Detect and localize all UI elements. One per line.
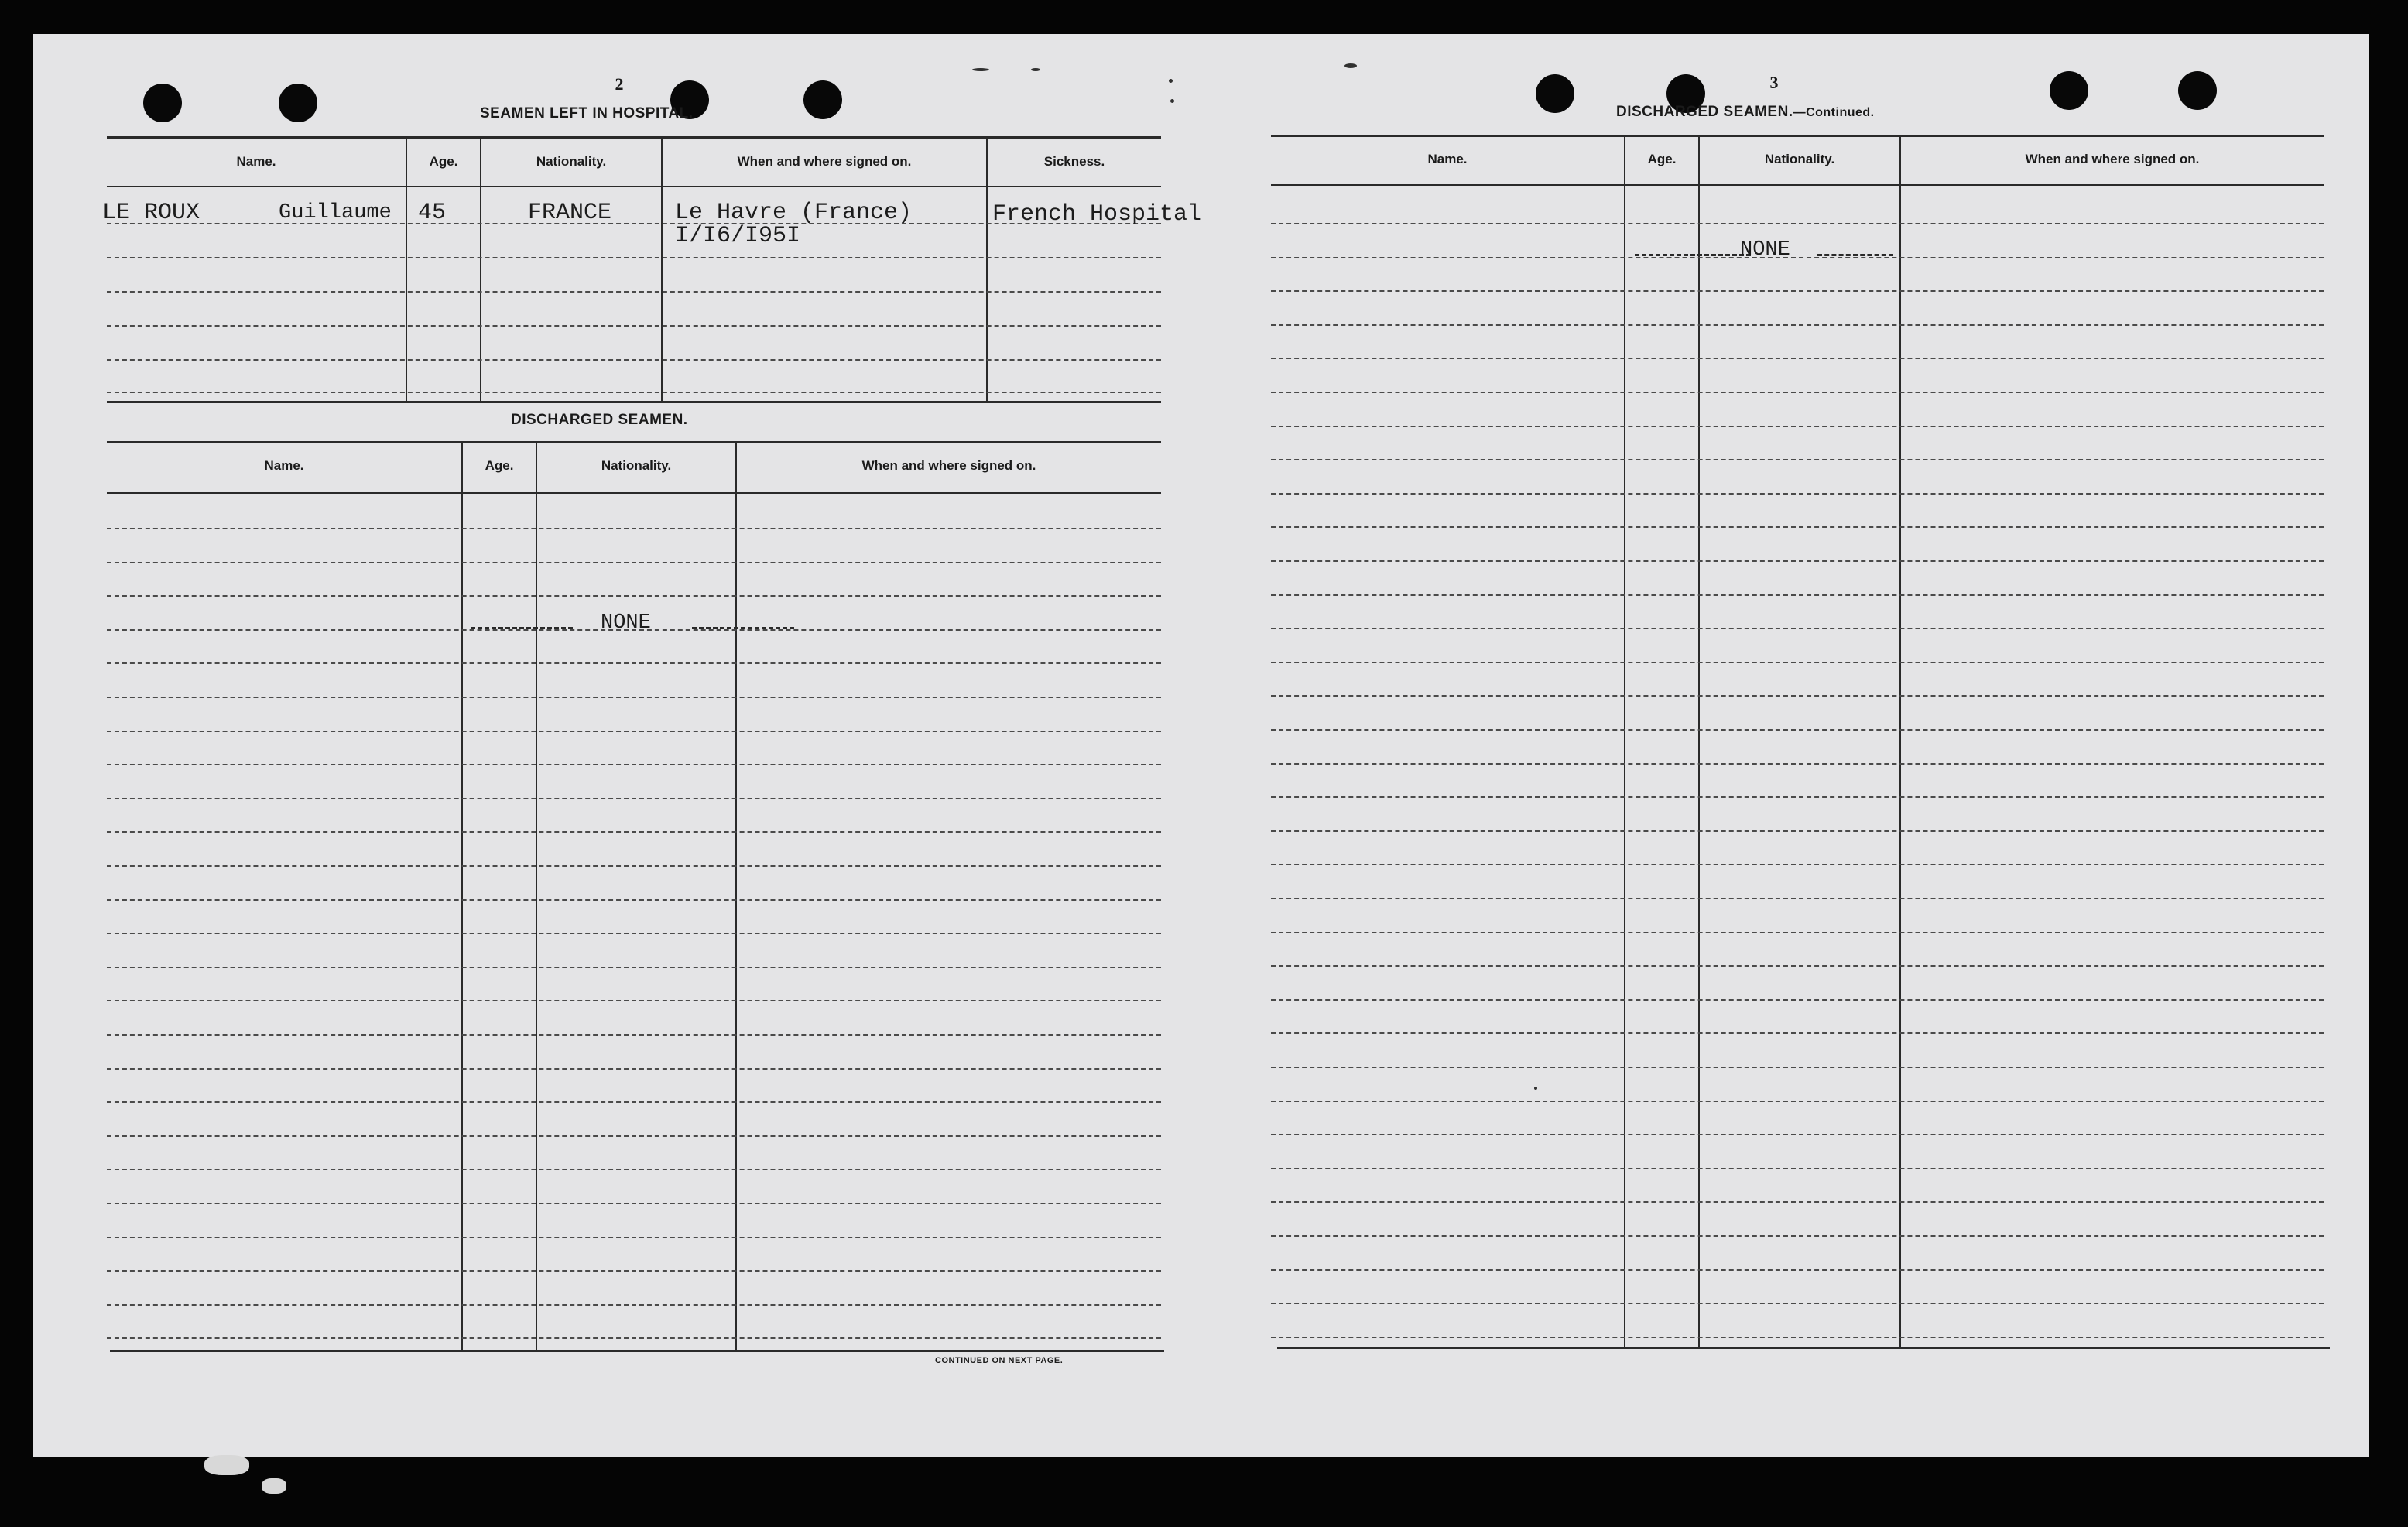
hospital-header-signed-on: When and where signed on.: [737, 154, 912, 169]
ruled-line: [107, 1203, 1161, 1204]
punch-hole: [1536, 74, 1574, 113]
discharged-table-bottom-rule: [110, 1350, 1164, 1352]
ruled-line: [1271, 560, 2324, 562]
punch-hole: [143, 84, 182, 122]
speck: [972, 68, 989, 71]
discharged-none-dash: [692, 627, 794, 629]
entry-signed-on-place: Le Havre (France): [675, 200, 913, 226]
ruled-line: [1271, 1269, 2324, 1271]
right-table-header-rule: [1271, 184, 2324, 186]
entry-age: 45: [418, 200, 447, 226]
right-none-dash: [1817, 254, 1893, 256]
ruled-line: [1271, 662, 2324, 663]
ruled-line: [1271, 830, 2324, 832]
discharged-col-divider: [536, 443, 537, 1350]
ruled-line: [1271, 392, 2324, 393]
right-title-suffix: —Continued.: [1793, 106, 1875, 119]
ruled-line: [1271, 999, 2324, 1001]
punch-hole: [2050, 71, 2088, 110]
ruled-line: [107, 1337, 1161, 1339]
ruled-line: [107, 731, 1161, 732]
punch-hole: [279, 84, 317, 122]
right-header-name: Name.: [1427, 152, 1468, 166]
ruled-line: [107, 831, 1161, 833]
hospital-row-line: [107, 291, 1161, 293]
speck: [1169, 79, 1173, 83]
ruled-line: [1271, 1101, 2324, 1102]
right-header-signed-on: When and where signed on.: [2025, 152, 2200, 166]
ruled-line: [107, 562, 1161, 563]
punch-hole: [803, 80, 842, 119]
hospital-header-age: Age.: [429, 154, 458, 169]
right-none-text: NONE: [1740, 238, 1790, 262]
ruled-line: [1271, 763, 2324, 765]
ruled-line: [1271, 1168, 2324, 1169]
ruled-line: [1271, 965, 2324, 967]
ruled-line: [1271, 1337, 2324, 1338]
ruled-line: [1271, 223, 2324, 224]
ruled-line: [107, 528, 1161, 529]
discharged-table-top-rule: [107, 441, 1161, 443]
ruled-line: [1271, 1235, 2324, 1237]
ruled-line: [1271, 796, 2324, 798]
ruled-line: [1271, 729, 2324, 731]
discharged-none-dash: [471, 627, 573, 629]
ruled-line: [1271, 594, 2324, 596]
ruled-line: [107, 798, 1161, 799]
speck: [1534, 1087, 1537, 1090]
right-col-divider: [1698, 136, 1700, 1347]
ruled-line: [107, 1304, 1161, 1306]
ruled-line: [1271, 695, 2324, 697]
hospital-header-nationality: Nationality.: [536, 154, 607, 169]
discharged-col-divider: [461, 443, 463, 1350]
right-header-age: Age.: [1647, 152, 1677, 166]
discharged-none-text: NONE: [601, 611, 651, 635]
ruled-line: [1271, 426, 2324, 427]
ruled-line: [107, 764, 1161, 765]
discharged-header-signed-on: When and where signed on.: [861, 458, 1036, 473]
continued-footnote: CONTINUED ON NEXT PAGE.: [935, 1356, 1064, 1365]
ruled-line: [107, 595, 1161, 597]
ruled-line: [107, 1135, 1161, 1137]
entry-surname: LE ROUX: [102, 200, 200, 226]
ruled-line: [1271, 864, 2324, 865]
ruled-line: [107, 662, 1161, 664]
entry-sickness: French Hospital: [992, 201, 1202, 228]
right-header-nationality: Nationality.: [1764, 152, 1835, 166]
paper-blot: [262, 1478, 286, 1494]
hospital-table-header-rule: [107, 186, 1161, 187]
hospital-header-sickness: Sickness.: [1043, 154, 1105, 169]
entry-nationality: FRANCE: [528, 200, 612, 226]
discharged-table-header-rule: [107, 492, 1161, 494]
hospital-section-title: SEAMEN LEFT IN HOSPITAL.: [480, 105, 694, 122]
ruled-line: [107, 1101, 1161, 1103]
hospital-row-line: [107, 257, 1161, 258]
hospital-col-divider: [986, 138, 988, 401]
ruled-line: [1271, 290, 2324, 292]
right-none-dash: [1635, 254, 1751, 256]
entry-given-name: Guillaume: [279, 201, 392, 224]
ruled-line: [1271, 324, 2324, 326]
hospital-col-divider: [406, 138, 407, 401]
ruled-line: [1271, 898, 2324, 899]
right-table-top-rule: [1271, 135, 2324, 137]
ruled-line: [107, 1237, 1161, 1238]
discharged-header-nationality: Nationality.: [601, 458, 672, 473]
paper-blot: [204, 1455, 249, 1475]
ruled-line: [1271, 257, 2324, 258]
right-table-bottom-rule: [1277, 1347, 2330, 1349]
hospital-table-top-rule: [107, 136, 1161, 139]
ruled-line: [107, 697, 1161, 698]
entry-signed-on-date: I/I6/I95I: [675, 223, 801, 249]
ruled-line: [1271, 526, 2324, 528]
right-title-main: DISCHARGED SEAMEN.: [1616, 104, 1793, 120]
discharged-header-name: Name.: [264, 458, 304, 473]
ruled-line: [107, 967, 1161, 968]
ruled-line: [1271, 932, 2324, 933]
hospital-table-bottom-rule: [107, 401, 1161, 403]
left-page-number: 2: [615, 74, 624, 94]
ruled-line: [107, 1068, 1161, 1070]
ruled-line: [1271, 1067, 2324, 1068]
right-col-divider: [1899, 136, 1901, 1347]
ruled-line: [107, 1169, 1161, 1170]
discharged-header-age: Age.: [485, 458, 514, 473]
ruled-line: [1271, 459, 2324, 460]
hospital-row-line: [107, 359, 1161, 361]
right-section-title: [1616, 104, 1875, 121]
speck: [1031, 68, 1040, 71]
hospital-col-divider: [661, 138, 663, 401]
ruled-line: [1271, 493, 2324, 495]
punch-hole: [2178, 71, 2217, 110]
ruled-line: [107, 1034, 1161, 1036]
hospital-col-divider: [480, 138, 481, 401]
ruled-line: [107, 933, 1161, 934]
hospital-row-line: [107, 392, 1161, 393]
ruled-line: [107, 865, 1161, 867]
discharged-col-divider: [735, 443, 737, 1350]
ruled-line: [107, 899, 1161, 901]
speck: [1170, 99, 1174, 103]
discharged-section-title: DISCHARGED SEAMEN.: [511, 412, 688, 428]
ruled-line: [1271, 628, 2324, 629]
right-col-divider: [1624, 136, 1625, 1347]
ruled-line: [1271, 1303, 2324, 1304]
ruled-line: [1271, 1032, 2324, 1034]
ruled-line: [1271, 358, 2324, 359]
hospital-row-line: [107, 325, 1161, 327]
ruled-line: [107, 1000, 1161, 1001]
hospital-header-name: Name.: [236, 154, 276, 169]
ruled-line: [1271, 1201, 2324, 1203]
ruled-line: [1271, 1134, 2324, 1135]
speck: [1344, 63, 1357, 68]
right-page-number: 3: [1769, 73, 1779, 92]
ruled-line: [107, 1270, 1161, 1272]
document-sheet: [33, 34, 2369, 1457]
